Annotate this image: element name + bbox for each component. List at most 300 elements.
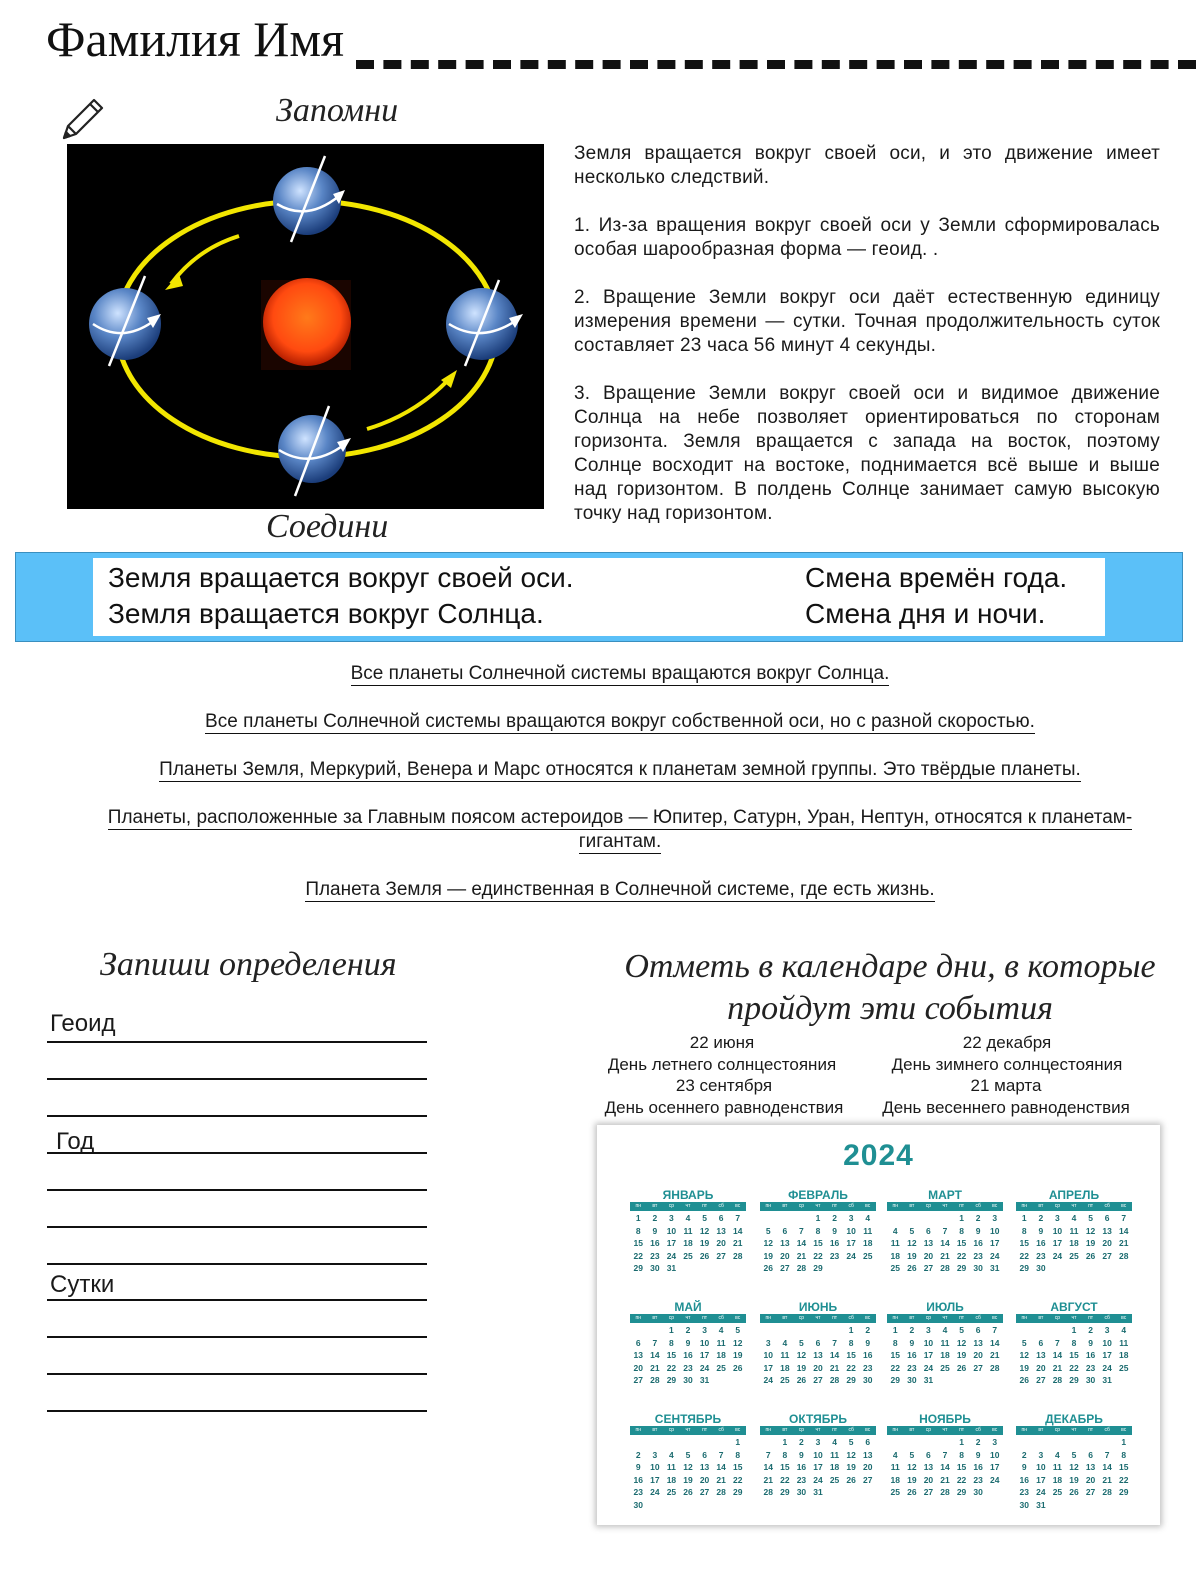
calendar-day[interactable]: 25 <box>1052 1487 1063 1497</box>
calendar-day[interactable]: 15 <box>1118 1462 1129 1472</box>
calendar-day[interactable]: 22 <box>813 1250 823 1261</box>
calendar-day[interactable]: 17 <box>989 1462 1000 1472</box>
calendar-day[interactable]: 15 <box>633 1238 644 1248</box>
calendar-day[interactable]: 12 <box>956 1337 967 1348</box>
calendar-day[interactable]: 1 <box>1121 1437 1127 1447</box>
definition-input-line[interactable] <box>47 1226 427 1228</box>
calendar-day[interactable]: 2 <box>1088 1325 1093 1335</box>
calendar-day[interactable]: 16 <box>973 1462 983 1472</box>
calendar-day[interactable]: 21 <box>1052 1362 1063 1373</box>
definition-input-line[interactable] <box>47 1263 427 1265</box>
calendar-day[interactable]: 14 <box>940 1462 950 1472</box>
calendar-day[interactable]: 26 <box>1069 1487 1079 1497</box>
calendar-day[interactable]: 5 <box>1088 1213 1093 1223</box>
calendar-day[interactable]: 22 <box>732 1474 743 1485</box>
calendar-day[interactable]: 11 <box>1069 1225 1079 1236</box>
calendar-day[interactable]: 25 <box>890 1263 901 1273</box>
definition-input-line[interactable] <box>47 1041 427 1043</box>
calendar-day[interactable]: 20 <box>1036 1362 1046 1373</box>
calendar-day[interactable]: 2 <box>685 1325 691 1335</box>
calendar-day[interactable]: 20 <box>813 1362 823 1373</box>
calendar-day[interactable]: 14 <box>940 1238 950 1248</box>
calendar-day[interactable]: 6 <box>975 1325 981 1335</box>
calendar-day[interactable]: 28 <box>1118 1250 1129 1261</box>
calendar-day[interactable]: 22 <box>890 1362 901 1373</box>
name-input-line[interactable] <box>356 60 1196 69</box>
calendar-day[interactable]: 9 <box>975 1225 981 1236</box>
calendar-day[interactable]: 1 <box>848 1325 854 1335</box>
calendar-day[interactable]: 22 <box>1069 1362 1079 1373</box>
calendar-day[interactable]: 5 <box>959 1325 964 1335</box>
calendar-day[interactable]: 10 <box>989 1225 1000 1236</box>
calendar-day[interactable]: 6 <box>1038 1337 1044 1348</box>
calendar-day[interactable]: 23 <box>973 1474 983 1485</box>
calendar-day[interactable]: 5 <box>909 1449 915 1460</box>
calendar-day[interactable]: 4 <box>1055 1449 1060 1460</box>
calendar-day[interactable]: 1 <box>815 1213 821 1223</box>
calendar-day[interactable]: 16 <box>1085 1350 1096 1360</box>
calendar-day[interactable]: 13 <box>813 1350 823 1360</box>
calendar-day[interactable]: 24 <box>650 1487 660 1497</box>
calendar-day[interactable]: 10 <box>763 1350 774 1360</box>
calendar-day[interactable]: 12 <box>796 1350 807 1360</box>
calendar-day[interactable]: 26 <box>907 1263 917 1273</box>
calendar-day[interactable]: 12 <box>846 1449 856 1460</box>
calendar-day[interactable]: 23 <box>1085 1362 1096 1373</box>
calendar-day[interactable]: 4 <box>892 1449 898 1460</box>
calendar-day[interactable]: 20 <box>923 1474 934 1485</box>
connect-left-item[interactable]: Земля вращается вокруг Солнца. <box>108 598 544 629</box>
calendar-day[interactable]: 24 <box>846 1250 856 1261</box>
calendar-day[interactable]: 7 <box>799 1225 804 1236</box>
calendar-day[interactable]: 15 <box>956 1462 967 1472</box>
calendar-day[interactable]: 2 <box>652 1213 658 1223</box>
calendar-day[interactable]: 10 <box>699 1337 710 1348</box>
calendar-day[interactable]: 3 <box>702 1325 707 1335</box>
calendar-day[interactable]: 15 <box>846 1350 856 1360</box>
calendar-day[interactable]: 28 <box>650 1375 660 1385</box>
calendar-day[interactable]: 1 <box>892 1325 898 1335</box>
calendar-day[interactable]: 8 <box>1021 1225 1027 1236</box>
calendar-day[interactable]: 5 <box>848 1437 854 1447</box>
calendar-day[interactable]: 24 <box>1036 1487 1046 1497</box>
calendar-day[interactable]: 28 <box>716 1487 726 1497</box>
calendar-day[interactable]: 20 <box>716 1238 726 1248</box>
calendar-day[interactable]: 10 <box>1036 1462 1046 1472</box>
calendar-day[interactable]: 4 <box>1121 1325 1127 1335</box>
definition-input-line[interactable] <box>47 1410 427 1412</box>
calendar-day[interactable]: 14 <box>1102 1462 1112 1472</box>
calendar-day[interactable]: 14 <box>732 1225 743 1236</box>
calendar-day[interactable]: 2 <box>865 1325 871 1335</box>
calendar-day[interactable]: 16 <box>1036 1238 1046 1248</box>
calendar-day[interactable]: 3 <box>815 1437 821 1447</box>
calendar-day[interactable]: 11 <box>716 1337 726 1348</box>
calendar-day[interactable]: 8 <box>959 1449 964 1460</box>
calendar-day[interactable]: 6 <box>782 1225 788 1236</box>
calendar-day[interactable]: 7 <box>652 1337 658 1348</box>
calendar-day[interactable]: 21 <box>989 1350 1000 1360</box>
calendar-day[interactable]: 9 <box>909 1337 915 1348</box>
calendar-day[interactable]: 13 <box>780 1238 790 1248</box>
calendar-day[interactable]: 22 <box>666 1362 677 1373</box>
calendar-day[interactable]: 13 <box>1036 1350 1046 1360</box>
calendar-day[interactable]: 29 <box>633 1263 644 1273</box>
calendar-day[interactable]: 3 <box>669 1213 674 1223</box>
calendar-day[interactable]: 26 <box>732 1362 743 1373</box>
calendar-day[interactable]: 30 <box>907 1375 917 1385</box>
calendar-day[interactable]: 8 <box>848 1337 854 1348</box>
calendar-day[interactable]: 31 <box>699 1375 710 1385</box>
calendar-day[interactable]: 21 <box>1102 1474 1112 1485</box>
calendar-day[interactable]: 19 <box>907 1474 917 1485</box>
calendar-day[interactable]: 8 <box>782 1449 788 1460</box>
calendar-day[interactable]: 10 <box>1052 1225 1063 1236</box>
calendar-day[interactable]: 3 <box>1055 1213 1060 1223</box>
calendar-day[interactable]: 27 <box>923 1263 934 1273</box>
calendar-day[interactable]: 20 <box>699 1474 710 1485</box>
calendar-day[interactable]: 18 <box>683 1238 693 1248</box>
calendar-day[interactable]: 9 <box>799 1449 804 1460</box>
calendar-day[interactable]: 19 <box>699 1238 710 1248</box>
calendar-day[interactable]: 5 <box>702 1213 707 1223</box>
calendar-day[interactable]: 6 <box>1104 1213 1110 1223</box>
calendar-day[interactable]: 26 <box>763 1263 774 1273</box>
calendar-day[interactable]: 29 <box>1118 1487 1129 1497</box>
calendar-day[interactable]: 28 <box>829 1375 840 1385</box>
calendar-day[interactable]: 20 <box>780 1250 790 1261</box>
calendar-day[interactable]: 23 <box>796 1474 807 1485</box>
calendar-day[interactable]: 2 <box>832 1213 837 1223</box>
calendar-day[interactable]: 9 <box>832 1225 837 1236</box>
calendar-day[interactable]: 15 <box>890 1350 901 1360</box>
calendar-day[interactable]: 2 <box>1021 1449 1027 1460</box>
calendar-day[interactable]: 25 <box>862 1250 873 1261</box>
calendar-day[interactable]: 19 <box>763 1250 774 1261</box>
calendar-day[interactable]: 3 <box>1038 1449 1044 1460</box>
calendar-day[interactable]: 11 <box>683 1225 693 1236</box>
calendar-day[interactable]: 21 <box>650 1362 660 1373</box>
calendar-day[interactable]: 13 <box>1102 1225 1112 1236</box>
calendar-day[interactable]: 20 <box>633 1362 644 1373</box>
definition-input-line[interactable] <box>47 1373 427 1375</box>
calendar-day[interactable]: 7 <box>765 1449 771 1460</box>
calendar-day[interactable]: 15 <box>1069 1350 1079 1360</box>
calendar-day[interactable]: 12 <box>1085 1225 1096 1236</box>
calendar-day[interactable]: 23 <box>683 1362 693 1373</box>
calendar-day[interactable]: 6 <box>926 1449 931 1460</box>
calendar-day[interactable]: 31 <box>923 1375 934 1385</box>
calendar-day[interactable]: 13 <box>1085 1462 1096 1472</box>
calendar-day[interactable]: 8 <box>735 1449 741 1460</box>
calendar-day[interactable]: 16 <box>973 1238 983 1248</box>
calendar-day[interactable]: 27 <box>813 1375 823 1385</box>
calendar-day[interactable]: 7 <box>1121 1213 1127 1223</box>
calendar-day[interactable]: 4 <box>832 1437 837 1447</box>
connect-right-item[interactable]: Смена времён года. <box>805 562 1068 593</box>
calendar-day[interactable]: 11 <box>1119 1337 1129 1348</box>
calendar-day[interactable]: 26 <box>846 1474 856 1485</box>
calendar-day[interactable]: 5 <box>1071 1449 1077 1460</box>
calendar-day[interactable]: 8 <box>1121 1449 1127 1460</box>
calendar-day[interactable]: 28 <box>940 1263 950 1273</box>
calendar-day[interactable]: 19 <box>956 1350 967 1360</box>
calendar-day[interactable]: 9 <box>865 1337 871 1348</box>
calendar-day[interactable]: 17 <box>1036 1474 1046 1485</box>
calendar-day[interactable]: 10 <box>989 1449 1000 1460</box>
definition-input-line[interactable] <box>47 1115 427 1117</box>
calendar-day[interactable]: 22 <box>1019 1250 1030 1261</box>
calendar-day[interactable]: 21 <box>732 1238 743 1248</box>
calendar-day[interactable]: 14 <box>989 1337 1000 1348</box>
calendar-day[interactable]: 21 <box>1118 1238 1129 1248</box>
calendar-day[interactable]: 1 <box>635 1213 641 1223</box>
calendar-day[interactable]: 21 <box>716 1474 726 1485</box>
calendar-day[interactable]: 26 <box>907 1487 917 1497</box>
connect-right-item[interactable]: Смена дня и ночи. <box>805 598 1046 629</box>
calendar-day[interactable]: 7 <box>942 1449 948 1460</box>
calendar-day[interactable]: 14 <box>763 1462 774 1472</box>
calendar-day[interactable]: 28 <box>940 1487 950 1497</box>
calendar-day[interactable]: 2 <box>909 1325 915 1335</box>
calendar-day[interactable]: 12 <box>907 1462 917 1472</box>
calendar-day[interactable]: 26 <box>699 1250 710 1261</box>
calendar-day[interactable]: 13 <box>699 1462 710 1472</box>
calendar-day[interactable]: 20 <box>923 1250 934 1261</box>
calendar-day[interactable]: 23 <box>650 1250 660 1261</box>
connect-left-item[interactable]: Земля вращается вокруг своей оси. <box>108 562 574 593</box>
calendar-day[interactable]: 31 <box>1102 1375 1112 1385</box>
calendar-day[interactable]: 3 <box>926 1325 931 1335</box>
calendar-day[interactable]: 12 <box>699 1225 710 1236</box>
calendar-day[interactable]: 24 <box>666 1250 677 1261</box>
calendar-day[interactable]: 23 <box>907 1362 917 1373</box>
calendar-day[interactable]: 25 <box>1118 1362 1129 1373</box>
calendar-day[interactable]: 5 <box>799 1337 804 1348</box>
calendar-day[interactable]: 18 <box>1118 1350 1129 1360</box>
calendar-day[interactable]: 3 <box>652 1449 658 1460</box>
calendar-day[interactable]: 20 <box>862 1462 873 1472</box>
calendar-day[interactable]: 15 <box>1019 1238 1030 1248</box>
calendar-day[interactable]: 7 <box>832 1337 837 1348</box>
calendar-day[interactable]: 23 <box>1036 1250 1046 1261</box>
calendar-day[interactable]: 14 <box>796 1238 807 1248</box>
calendar-day[interactable]: 26 <box>1019 1375 1030 1385</box>
calendar-day[interactable]: 13 <box>633 1350 644 1360</box>
calendar-day[interactable]: 30 <box>796 1487 807 1497</box>
calendar-day[interactable]: 6 <box>815 1337 821 1348</box>
calendar-day[interactable]: 26 <box>1085 1250 1096 1261</box>
definition-input-line[interactable] <box>47 1336 427 1338</box>
calendar-day[interactable]: 9 <box>1021 1462 1027 1472</box>
calendar-day[interactable]: 19 <box>683 1474 693 1485</box>
calendar-day[interactable]: 17 <box>699 1350 710 1360</box>
calendar-day[interactable]: 17 <box>846 1238 856 1248</box>
calendar-day[interactable]: 16 <box>633 1474 644 1485</box>
calendar-day[interactable]: 4 <box>782 1337 788 1348</box>
calendar-day[interactable]: 21 <box>829 1362 840 1373</box>
calendar-day[interactable]: 6 <box>702 1449 707 1460</box>
calendar-day[interactable]: 29 <box>666 1375 677 1385</box>
calendar-day[interactable]: 26 <box>956 1362 967 1373</box>
calendar-day[interactable]: 2 <box>975 1213 981 1223</box>
calendar-day[interactable]: 18 <box>862 1238 873 1248</box>
calendar-day[interactable]: 30 <box>973 1263 983 1273</box>
calendar-day[interactable]: 24 <box>989 1474 1000 1485</box>
calendar-day[interactable]: 24 <box>923 1362 934 1373</box>
calendar-day[interactable]: 29 <box>956 1487 967 1497</box>
calendar-day[interactable]: 27 <box>1102 1250 1112 1261</box>
calendar-day[interactable]: 12 <box>763 1238 774 1248</box>
calendar-day[interactable]: 11 <box>890 1238 900 1248</box>
calendar-day[interactable]: 6 <box>926 1225 931 1236</box>
calendar-day[interactable]: 6 <box>865 1437 871 1447</box>
calendar-day[interactable]: 27 <box>633 1375 644 1385</box>
calendar-day[interactable]: 21 <box>796 1250 807 1261</box>
calendar-day[interactable]: 10 <box>846 1225 856 1236</box>
calendar-day[interactable]: 19 <box>732 1350 743 1360</box>
calendar-day[interactable]: 7 <box>718 1449 724 1460</box>
calendar-day[interactable]: 24 <box>1102 1362 1112 1373</box>
calendar-day[interactable]: 1 <box>735 1437 741 1447</box>
calendar-day[interactable]: 19 <box>1085 1238 1096 1248</box>
calendar-day[interactable]: 5 <box>1021 1337 1027 1348</box>
calendar-day[interactable]: 28 <box>989 1362 1000 1373</box>
calendar-day[interactable]: 10 <box>666 1225 677 1236</box>
calendar-day[interactable]: 5 <box>685 1449 691 1460</box>
calendar-day[interactable]: 27 <box>1036 1375 1046 1385</box>
calendar-day[interactable]: 22 <box>846 1362 856 1373</box>
calendar-day[interactable]: 25 <box>829 1474 840 1485</box>
calendar-day[interactable]: 13 <box>973 1337 983 1348</box>
calendar-day[interactable]: 17 <box>1102 1350 1112 1360</box>
calendar-day[interactable]: 9 <box>685 1337 691 1348</box>
calendar-day[interactable]: 29 <box>846 1375 856 1385</box>
calendar-day[interactable]: 24 <box>763 1375 774 1385</box>
calendar-day[interactable]: 25 <box>780 1375 790 1385</box>
calendar-day[interactable]: 9 <box>635 1462 641 1472</box>
calendar-day[interactable]: 9 <box>1038 1225 1044 1236</box>
calendar-day[interactable]: 3 <box>992 1213 998 1223</box>
calendar-day[interactable]: 15 <box>666 1350 677 1360</box>
calendar-day[interactable]: 1 <box>1021 1213 1027 1223</box>
calendar-day[interactable]: 29 <box>780 1487 790 1497</box>
calendar-day[interactable]: 17 <box>989 1238 1000 1248</box>
calendar-day[interactable]: 24 <box>989 1250 1000 1261</box>
calendar-day[interactable]: 4 <box>1071 1213 1077 1223</box>
calendar-day[interactable]: 11 <box>780 1350 790 1360</box>
calendar-day[interactable]: 26 <box>796 1375 807 1385</box>
calendar-day[interactable]: 15 <box>732 1462 743 1472</box>
definition-input-line[interactable] <box>47 1299 427 1301</box>
calendar-day[interactable]: 11 <box>1052 1462 1062 1472</box>
calendar-day[interactable]: 1 <box>782 1437 788 1447</box>
calendar-day[interactable]: 9 <box>975 1449 981 1460</box>
calendar-day[interactable]: 6 <box>635 1337 641 1348</box>
calendar-day[interactable]: 17 <box>813 1462 823 1472</box>
calendar-day[interactable]: 29 <box>732 1487 743 1497</box>
calendar-day[interactable]: 24 <box>699 1362 710 1373</box>
calendar-day[interactable]: 11 <box>863 1225 873 1236</box>
calendar-day[interactable]: 13 <box>862 1449 873 1460</box>
calendar-day[interactable]: 11 <box>666 1462 676 1472</box>
calendar-day[interactable]: 12 <box>1019 1350 1030 1360</box>
calendar-day[interactable]: 21 <box>940 1250 950 1261</box>
calendar-day[interactable]: 7 <box>735 1213 741 1223</box>
calendar-day[interactable]: 11 <box>890 1462 900 1472</box>
calendar-day[interactable]: 7 <box>992 1325 998 1335</box>
calendar-day[interactable]: 6 <box>718 1213 724 1223</box>
calendar-day[interactable]: 28 <box>1052 1375 1063 1385</box>
calendar-day[interactable]: 7 <box>1104 1449 1110 1460</box>
calendar-day[interactable]: 23 <box>862 1362 873 1373</box>
calendar-day[interactable]: 4 <box>865 1213 871 1223</box>
calendar-day[interactable]: 16 <box>907 1350 917 1360</box>
calendar-day[interactable]: 14 <box>1118 1225 1129 1236</box>
calendar-day[interactable]: 10 <box>650 1462 660 1472</box>
definition-input-line[interactable] <box>47 1152 427 1154</box>
calendar-day[interactable]: 24 <box>813 1474 823 1485</box>
calendar-day[interactable]: 8 <box>959 1225 964 1236</box>
calendar-day[interactable]: 30 <box>683 1375 693 1385</box>
calendar-day[interactable]: 17 <box>1052 1238 1063 1248</box>
calendar-day[interactable]: 27 <box>923 1487 934 1497</box>
calendar-day[interactable]: 29 <box>890 1375 901 1385</box>
calendar-day[interactable]: 1 <box>959 1213 964 1223</box>
calendar-day[interactable]: 8 <box>635 1225 641 1236</box>
calendar-day[interactable]: 19 <box>796 1362 807 1373</box>
calendar-day[interactable]: 18 <box>829 1462 840 1472</box>
calendar-day[interactable]: 25 <box>940 1362 950 1373</box>
calendar-day[interactable]: 4 <box>669 1449 674 1460</box>
calendar-day[interactable]: 27 <box>973 1362 983 1373</box>
calendar-day[interactable]: 17 <box>923 1350 934 1360</box>
calendar-day[interactable]: 20 <box>1102 1238 1112 1248</box>
calendar-day[interactable]: 30 <box>1085 1375 1096 1385</box>
calendar-day[interactable]: 29 <box>1019 1263 1030 1273</box>
calendar-day[interactable]: 18 <box>716 1350 726 1360</box>
calendar-day[interactable]: 28 <box>1102 1487 1112 1497</box>
calendar-day[interactable]: 7 <box>1055 1337 1060 1348</box>
calendar-day[interactable]: 1 <box>1071 1325 1077 1335</box>
calendar-day[interactable]: 5 <box>735 1325 741 1335</box>
calendar-day[interactable]: 12 <box>732 1337 743 1348</box>
calendar-day[interactable]: 16 <box>683 1350 693 1360</box>
calendar-day[interactable]: 8 <box>669 1337 674 1348</box>
calendar-day[interactable]: 16 <box>796 1462 807 1472</box>
calendar-day[interactable]: 15 <box>813 1238 823 1248</box>
calendar-day[interactable]: 18 <box>940 1350 950 1360</box>
calendar-day[interactable]: 7 <box>942 1225 948 1236</box>
calendar-day[interactable]: 17 <box>650 1474 660 1485</box>
calendar-day[interactable]: 12 <box>1069 1462 1079 1472</box>
calendar-day[interactable]: 25 <box>666 1487 677 1497</box>
calendar-day[interactable]: 14 <box>716 1462 726 1472</box>
calendar-day[interactable]: 25 <box>716 1362 726 1373</box>
calendar-day[interactable]: 18 <box>1052 1474 1063 1485</box>
calendar-day[interactable]: 1 <box>959 1437 964 1447</box>
calendar-day[interactable]: 9 <box>652 1225 658 1236</box>
calendar-day[interactable]: 10 <box>813 1449 823 1460</box>
calendar-day[interactable]: 3 <box>1104 1325 1110 1335</box>
calendar-day[interactable]: 29 <box>1069 1375 1079 1385</box>
calendar-day[interactable]: 25 <box>1069 1250 1079 1261</box>
calendar-day[interactable]: 2 <box>1038 1213 1044 1223</box>
calendar-day[interactable]: 4 <box>892 1225 898 1236</box>
calendar-day[interactable]: 22 <box>956 1474 967 1485</box>
calendar-day[interactable]: 21 <box>940 1474 950 1485</box>
calendar-day[interactable]: 15 <box>780 1462 790 1472</box>
